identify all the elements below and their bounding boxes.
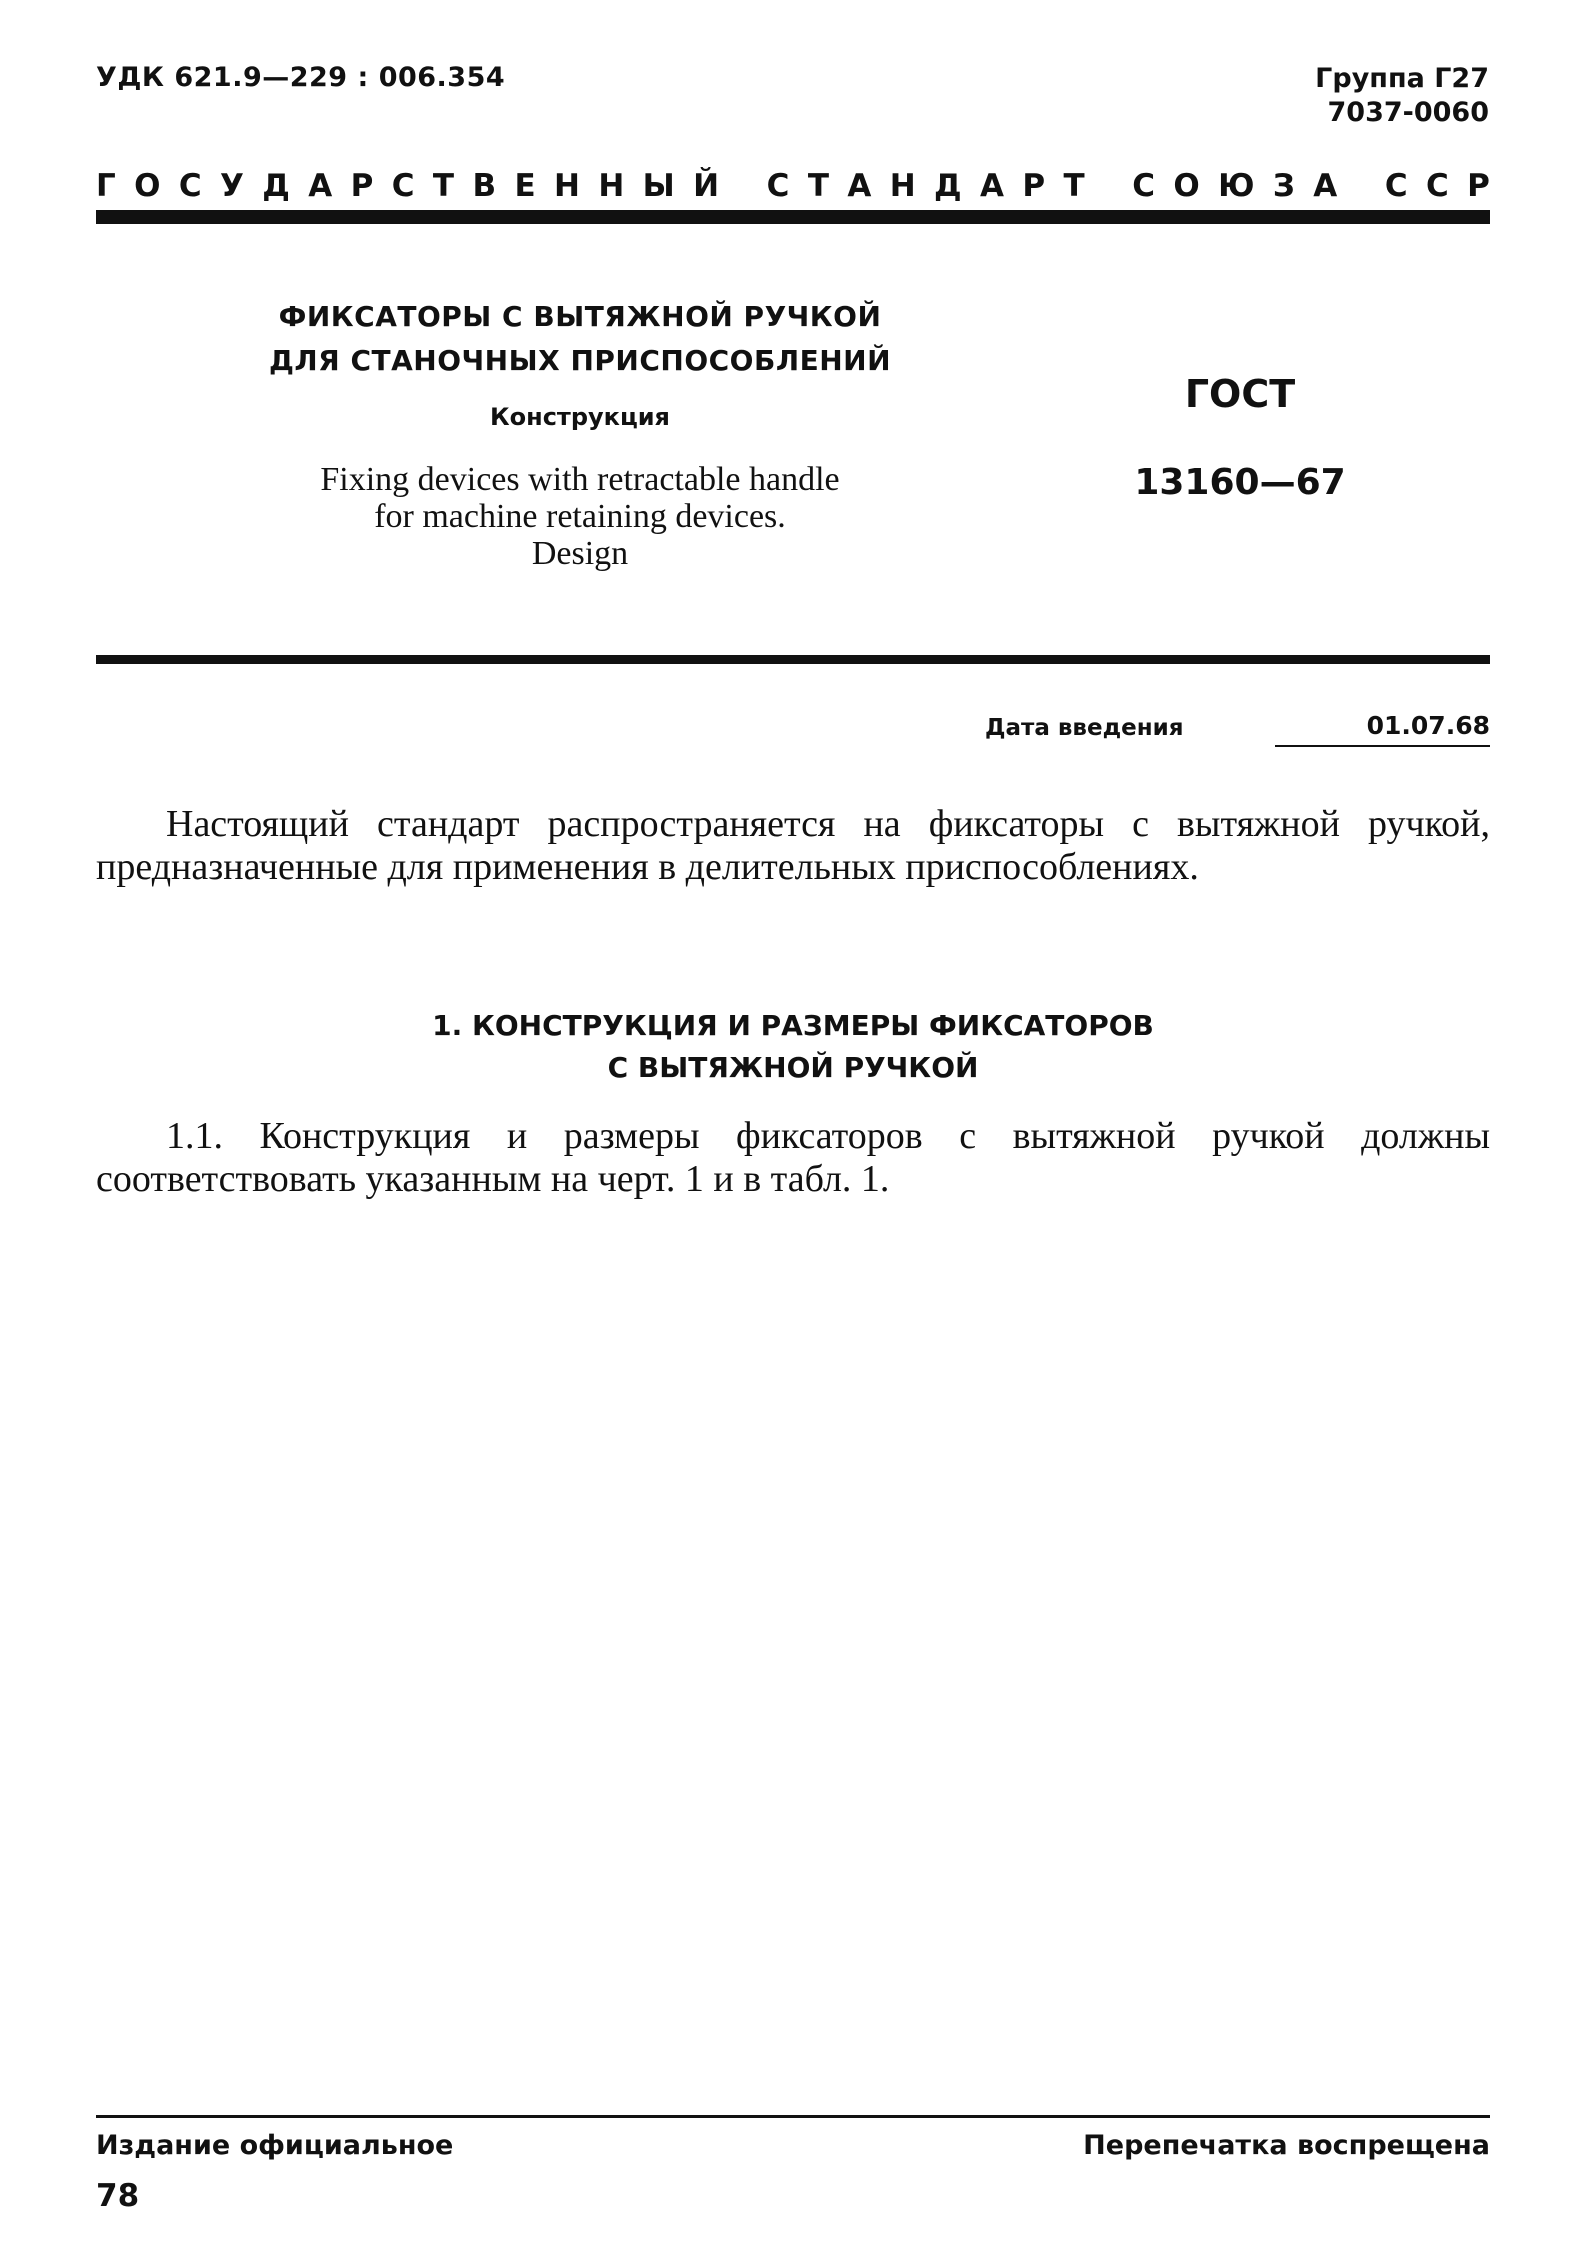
standard-number: 13160—67 [1134,462,1346,503]
heading-letter: С [1384,168,1408,204]
heading-letter: Е [514,168,536,204]
heading-word-gap [1103,168,1114,204]
heading-letter: О [134,168,161,204]
standard-designation [1110,372,1370,503]
clause-1-1-text: 1.1. Конструкция и размеры фиксаторов с вытяжной ручкой должны соответствовать указанным на черт. 1 и в табл. 1. [96,1115,1490,1200]
official-edition: Издание официальное [96,2130,454,2161]
heading-letter: Р [1467,168,1490,204]
reprint-prohibited: Перепечатка воспрещена [1083,2130,1490,2161]
heading-letter: Т [432,168,455,204]
intro-date-underline [1275,745,1490,747]
heading-letter: Й [693,168,720,204]
heading-letter: А [980,168,1005,204]
title-en-line1: Fixing devices with retractable handle [320,461,840,498]
heading-letter: В [472,168,497,204]
heading-letter: Т [807,168,829,204]
heading-letter: Н [554,168,580,204]
heading-letter: Т [1063,168,1085,204]
group-code-block [1315,62,1489,130]
section-heading [96,1005,1490,1089]
heading-letter: З [1272,168,1295,204]
heading-letter: У [220,168,244,204]
footer-rule [96,2115,1490,2118]
classification-code: 7037-0060 [1327,97,1489,128]
standard-label: ГОСТ [1184,372,1296,416]
page-number: 78 [96,2178,140,2214]
title-en-line3: Design [531,535,629,572]
heading-letter: Н [598,168,625,204]
title-en-line2: for machine retaining devices. [374,498,786,535]
heading-letter: С [1425,168,1449,204]
heading-letter: А [1313,168,1338,204]
header-rule [96,210,1490,224]
group-label: Группа Г27 [1315,63,1489,94]
heading-letter: Р [350,168,374,204]
title-block [200,295,960,572]
heading-letter: Ю [1218,168,1255,204]
intro-date-label: Дата введения [985,715,1184,741]
heading-letter: А [308,168,333,204]
title-en [200,461,960,572]
heading-letter: Р [1022,168,1046,204]
udk-code: УДК 621.9—229 : 006.354 [96,62,506,93]
subtitle-ru: Конструкция [490,403,670,431]
heading-word-gap [738,168,749,204]
section-heading-line2: С ВЫТЯЖНОЙ РУЧКОЙ [607,1051,979,1084]
heading-letter: А [847,168,872,204]
title-rule [96,655,1490,664]
heading-letter: С [766,168,790,204]
clause-1-1 [96,1115,1490,1201]
state-standard-heading [96,168,1490,204]
heading-letter: Ы [642,168,675,204]
heading-letter: С [178,168,202,204]
title-ru-line1: ФИКСАТОРЫ С ВЫТЯЖНОЙ РУЧКОЙ [278,300,882,333]
heading-letter: О [1173,168,1200,204]
intro-paragraph [96,803,1490,889]
title-ru-line2: ДЛЯ СТАНОЧНЫХ ПРИСПОСОБЛЕНИЙ [268,344,891,377]
heading-letter: Д [934,168,962,204]
heading-letter: Г [96,168,116,204]
intro-text: Настоящий стандарт распространяется на фиксаторы с вытяжной ручкой, предназначенные для применения в делительных приспособлениях. [96,803,1490,888]
intro-date-value: 01.07.68 [1366,711,1490,740]
heading-letter: Д [262,168,290,204]
section-heading-line1: 1. КОНСТРУКЦИЯ И РАЗМЕРЫ ФИКСАТОРОВ [432,1009,1154,1042]
heading-letter: С [391,168,415,204]
heading-word-gap [1356,168,1367,204]
heading-letter: Н [889,168,916,204]
heading-letter: С [1132,168,1155,204]
